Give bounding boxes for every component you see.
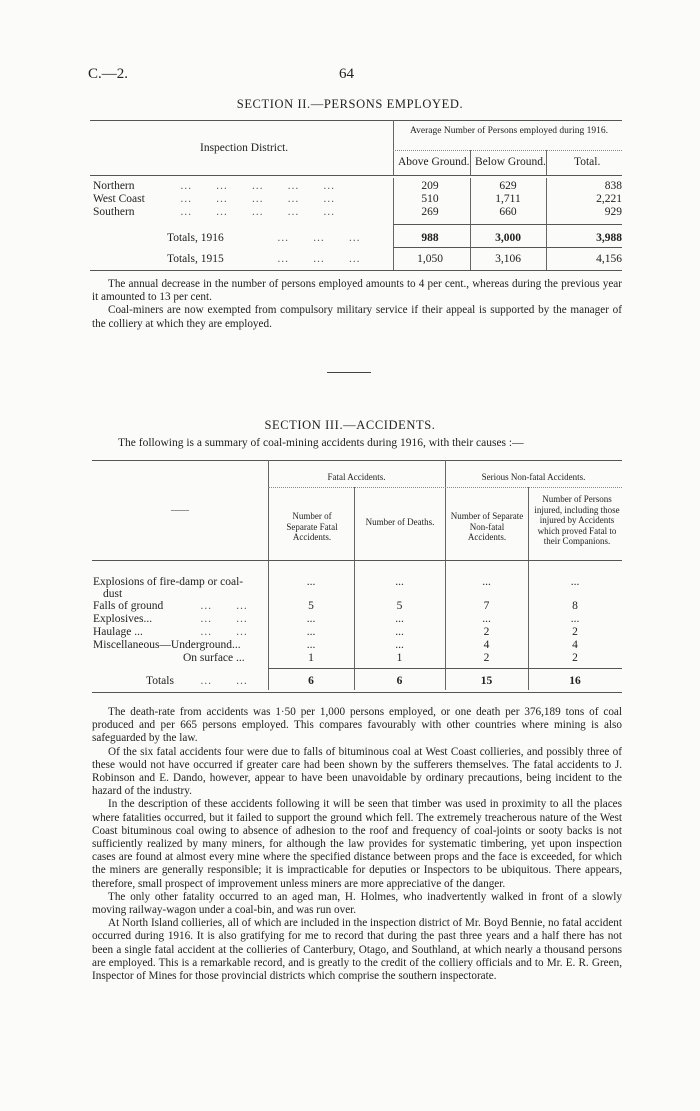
totals-persons: 16 [569, 675, 581, 687]
table-vrule [393, 120, 394, 176]
page-number: 64 [339, 66, 354, 82]
leader-dots: … … … … … [180, 180, 336, 192]
totals-1916-above: 988 [421, 232, 439, 244]
totals-1916-label: Totals, 1916 [167, 232, 224, 244]
row-district: Southern [93, 206, 135, 218]
cell-above: 510 [421, 193, 439, 205]
section-3-text [92, 706, 622, 983]
table-header-rule [90, 175, 622, 176]
header-sub-rule [268, 487, 622, 488]
table-bottom-rule [92, 692, 622, 693]
paragraph: Of the six fatal accidents four were due to falls of bituminous coal at West Coast collieries, and possibly three of these would not have occurred if greater care had been shown by the sufferers themselves. The fatal accidents to J. Robinson and E. Dando, however, appear to have been unavoidable by ordinary precautions, being incident to the hazard of the industry. [92, 745, 622, 798]
leader-dots: … … … [277, 232, 361, 244]
table-bottom-rule [90, 270, 622, 271]
cell-below: 629 [499, 180, 517, 192]
paragraph: In the description of these accidents following it will be seen that timber was used in proximity to all the places where fatalities occurred, but it failed to support the ground which fell. The extremely treacherous nature of the West Coast bituminous coal owing to absence of adhesion to the roof and frequency of coal-joints or sooty backs is not sufficiently realized by many miners, for although the law provides for systematic timbering, yet upon inspection cases are found at almost every mine where the specified distance between props and the face is exceeded, for which the miners are generally responsible; it is impracticable for deputies or Inspectors to be ubiquitous. There appears, therefore, small prospect of improvement unless miners are more appreciative of the danger. [92, 798, 622, 890]
cause-label: Explosions of fire-damp or coal- [93, 576, 244, 588]
cause-label-cont: dust [103, 588, 123, 600]
totals-1915-label: Totals, 1915 [167, 253, 224, 265]
row-district: Northern [93, 180, 135, 192]
accidents-intro: The following is a summary of coal-mining accidents during 1916, with their causes :— [118, 437, 524, 449]
totals-rule [268, 668, 622, 669]
cell-sep-nonfatal: 7 [483, 600, 490, 612]
leader-dots: … … [200, 675, 249, 687]
cause-label: Falls of ground [93, 600, 164, 612]
paragraph: At North Island collieries, all of which are included in the inspection district of Mr. Boyd Bennie, no fatal accident occurred during 1916. It is also gratifying for me to record that during the past three years and a half there has not been a single fatal accident at the collieries of Canterbury, Otago, and Southland, at which nearly a thousand persons are employed. This is a remarkable record, and is greatly to the credit of the colliery officials and to Mr. E. R. Green, Inspector of Mines for those provincial districts which comprise the southern inspectorate. [92, 917, 622, 983]
leader-dots: … … … … … [180, 206, 336, 218]
paragraph: Coal-miners are now exempted from compulsory military service if their appeal is supported by the manager of the colliery at which they are employed. [92, 304, 622, 330]
leader-dots: … … … … … [180, 193, 336, 205]
totals-1915-total: 4,156 [596, 253, 622, 265]
table-top-rule [90, 120, 622, 121]
cell-total: 838 [604, 180, 622, 192]
leader-dots: … … [200, 600, 249, 612]
col-header-average: Average Number of Persons employed during 1916. [410, 126, 608, 136]
leader-dots: … … … [277, 253, 361, 265]
col-header-fatal: Fatal Accidents. [327, 472, 386, 482]
cause-label: Haulage ... [93, 626, 143, 638]
col-header-persons-injured: Number of Persons injured, including those injured by Accidents which proved Fatal to their Companions. [534, 494, 620, 546]
totals-label: Totals [146, 675, 174, 687]
section-divider [327, 372, 371, 373]
leader-dots: … … [200, 613, 249, 625]
cell-below: 1,711 [495, 193, 521, 205]
cell-above: 269 [421, 206, 439, 218]
cell-persons: ... [570, 576, 580, 588]
cell-deaths: ... [395, 613, 404, 625]
row-district: West Coast [93, 193, 145, 205]
cell-deaths: 5 [396, 600, 403, 612]
cell-above: 209 [421, 180, 439, 192]
cause-label: Explosives... [93, 613, 153, 625]
section-2-text [92, 278, 622, 331]
totals-sep-nonfatal: 15 [480, 675, 493, 687]
paragraph: The annual decrease in the number of persons employed amounts to 4 per cent., whereas during the previous year it amounted to 13 per cent. [92, 278, 622, 304]
totals-deaths: 6 [396, 675, 403, 687]
cell-sep-fatal: 5 [308, 600, 314, 612]
section-3-title: SECTION III.—ACCIDENTS. [264, 418, 436, 432]
cell-sep-fatal: 1 [308, 652, 314, 664]
totals-1915-below: 3,106 [495, 253, 521, 265]
cell-deaths: 1 [396, 652, 403, 664]
table-header-rule [92, 560, 622, 561]
cell-sep-fatal: ... [306, 639, 316, 651]
col-header-deaths: Number of Deaths. [365, 517, 435, 527]
paragraph: The only other fatality occurred to an aged man, H. Holmes, who inadvertently walked in front of a slowly moving railway-wagon under a coal-bin, and was run over. [92, 890, 622, 917]
cell-persons: 4 [572, 639, 578, 651]
col-header-nonfatal: Serious Non-fatal Accidents. [481, 472, 586, 482]
col-header-sep-nonfatal: Number of Separate Non-fatal Accidents. [450, 511, 524, 542]
col-header-above: Above Ground. [398, 156, 470, 168]
col-header-below: Below Ground. [475, 156, 546, 168]
col-header-district: Inspection District. [200, 142, 289, 154]
cell-sep-nonfatal: ... [482, 613, 491, 625]
cell-total: 2,221 [596, 193, 622, 205]
cause-label: On surface ... [183, 652, 245, 664]
leader-dots: … … [200, 626, 249, 638]
cell-sep-nonfatal: 2 [483, 626, 490, 638]
totals-1916-below: 3,000 [495, 232, 521, 244]
cell-sep-nonfatal: 4 [483, 639, 490, 651]
table-vrule [470, 150, 471, 176]
cell-below: 660 [499, 206, 517, 218]
cell-persons: 2 [572, 652, 578, 664]
header-sub-rule [393, 150, 622, 151]
cell-sep-fatal: ... [306, 613, 316, 625]
cell-persons: ... [570, 613, 580, 625]
cause-label: Miscellaneous—Underground... [93, 639, 241, 651]
col-header-sep-fatal: Number of Separate Fatal Accidents. [286, 511, 338, 542]
section-2-title: SECTION II.—PERSONS EMPLOYED. [236, 97, 464, 111]
table-vrule [546, 150, 547, 176]
cell-deaths: ... [395, 576, 404, 588]
cell-sep-nonfatal: 2 [483, 652, 490, 664]
cell-total: 929 [604, 206, 622, 218]
cell-persons: 8 [572, 600, 578, 612]
col-header-total: Total. [574, 156, 601, 168]
table-top-rule [92, 460, 622, 461]
cell-deaths: ... [395, 626, 404, 638]
report-reference: C.—2. [88, 66, 129, 82]
totals-1915-above: 1,050 [417, 253, 443, 265]
cell-persons: 2 [572, 626, 578, 638]
totals-sep-fatal: 6 [308, 675, 314, 687]
cell-sep-nonfatal: ... [482, 576, 491, 588]
col-header-cause: —— [171, 505, 189, 515]
cell-deaths: ... [395, 639, 404, 651]
totals-rule [393, 224, 622, 225]
totals-rule [393, 247, 622, 248]
cell-sep-fatal: ... [306, 576, 316, 588]
paragraph: The death-rate from accidents was 1·50 per 1,000 persons employed, or one death per 376,189 tons of coal produced and per 665 persons employed. This compares favourably with other countries where mining is also safeguarded by the law. [92, 706, 622, 745]
totals-1916-total: 3,988 [596, 232, 622, 244]
cell-sep-fatal: ... [306, 626, 316, 638]
